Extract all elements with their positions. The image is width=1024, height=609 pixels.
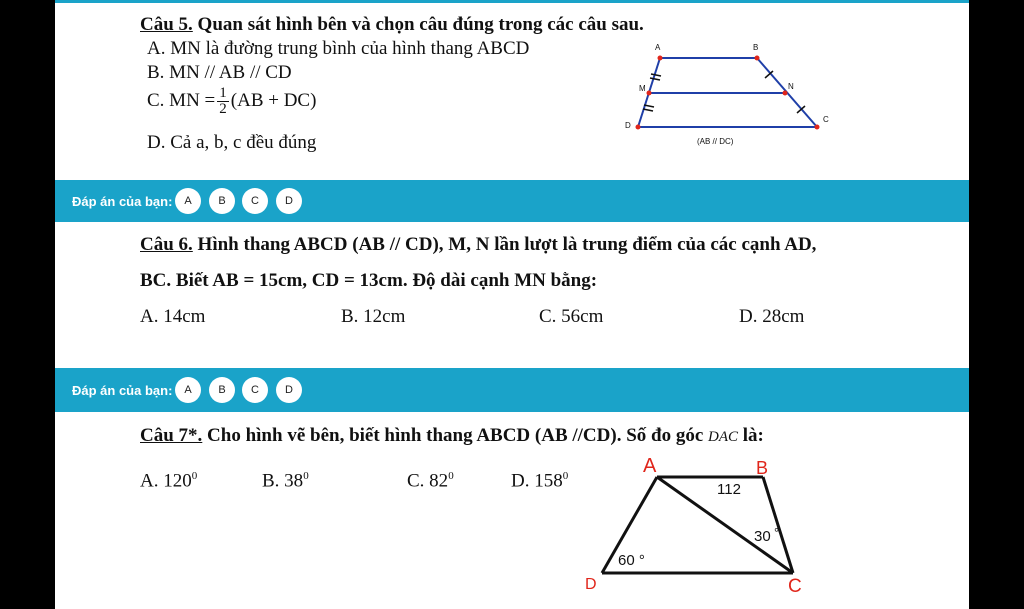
- q6-text-line1: Hình thang ABCD (AB // CD), M, N lần lượt là trung điểm của các cạnh AD,: [192, 234, 817, 255]
- q6-option-a: A. 14cm: [140, 306, 206, 327]
- worksheet-page: [55, 0, 969, 609]
- q7-fig-angle-30-degree: °: [774, 525, 780, 540]
- q7-fig-label-d: D: [585, 576, 597, 593]
- q5-option-c-prefix: C. MN =: [147, 89, 216, 111]
- answer-1-choice-a[interactable]: A: [175, 188, 201, 214]
- q7-option-c: [407, 470, 454, 492]
- q7-option-b-text: B. 38: [262, 470, 304, 492]
- top-accent-line: [55, 0, 969, 3]
- answer-2-choice-a[interactable]: A: [175, 377, 201, 403]
- q5-fig-caption: (AB // DC): [697, 137, 734, 146]
- q6-option-b: B. 12cm: [341, 306, 406, 327]
- q7-option-c-degree: 0: [448, 470, 454, 482]
- q5-option-c-suffix: (AB + DC): [230, 89, 317, 111]
- q5-fig-label-c: C: [823, 115, 829, 124]
- q7-text-before: Cho hình vẽ bên, biết hình thang ABCD (AB //CD). Số đo góc: [202, 425, 709, 446]
- q5-fig-label-a: A: [655, 43, 661, 52]
- q7-option-c-text: C. 82: [407, 470, 449, 492]
- q5-fig-label-n: N: [788, 82, 794, 91]
- q7-option-b-degree: 0: [303, 470, 309, 482]
- answer-1-choice-b[interactable]: B: [209, 188, 235, 214]
- q5-frac-num: 1: [219, 85, 227, 101]
- q7-option-a-text: A. 120: [140, 470, 192, 492]
- q5-option-b: B. MN // AB // CD: [147, 62, 292, 83]
- q5-fig-label-b: B: [753, 43, 759, 52]
- q6-option-c: C. 56cm: [539, 306, 604, 327]
- q5-title: [140, 14, 644, 36]
- q5-trapezoid-figure: [615, 38, 845, 156]
- q7-option-d-degree: 0: [562, 470, 569, 482]
- answer-1-choice-c[interactable]: C: [242, 188, 268, 214]
- q7-fig-label-c: C: [788, 576, 802, 597]
- q7-label: Câu 7*.: [140, 425, 203, 446]
- answer-2-choice-b[interactable]: B: [209, 377, 235, 403]
- answer-bar-2: [55, 368, 969, 412]
- q5-frac-den: 2: [219, 101, 227, 117]
- q5-fig-label-m: M: [639, 84, 646, 93]
- q7-text-after: là:: [738, 425, 764, 446]
- q5-fraction: [217, 86, 229, 117]
- q7-option-d-text: D. 158: [511, 470, 563, 492]
- q7-option-d: [511, 470, 568, 492]
- q7-fig-angle-30: 30: [754, 528, 771, 545]
- q7-title: [140, 425, 764, 447]
- answer-1-choice-d[interactable]: D: [276, 188, 302, 214]
- answer-bar-2-label: Đáp án của bạn:: [72, 383, 173, 398]
- answer-2-choice-d[interactable]: D: [276, 377, 302, 403]
- q7-option-a-degree: 0: [191, 470, 198, 482]
- answer-bar-1: [55, 180, 969, 222]
- answer-bar-1-label: Đáp án của bạn:: [72, 194, 173, 209]
- q7-fig-angle-60: 60 °: [618, 552, 645, 569]
- q5-label: Câu 5.: [140, 14, 193, 35]
- q6-option-d: D. 28cm: [739, 306, 805, 327]
- answer-2-choice-c[interactable]: C: [242, 377, 268, 403]
- q7-option-b: [262, 470, 309, 492]
- q6-line2: BC. Biết AB = 15cm, CD = 13cm. Độ dài cạnh MN bằng:: [140, 270, 598, 291]
- q5-option-a: A. MN là đường trung bình của hình thang ABCD: [147, 38, 530, 59]
- q5-text: Quan sát hình bên và chọn câu đúng trong các câu sau.: [192, 14, 644, 35]
- q5-fig-label-d: D: [625, 121, 631, 130]
- q7-fig-angle-112: 112: [717, 481, 741, 498]
- q7-angle: DAC: [708, 429, 739, 445]
- q5-option-d: D. Cả a, b, c đều đúng: [147, 132, 317, 153]
- q7-fig-label-a: A: [643, 455, 657, 477]
- q6-line1: [140, 234, 816, 256]
- q7-option-a: [140, 470, 197, 492]
- q5-option-c: [147, 86, 316, 117]
- q7-fig-label-b: B: [756, 458, 769, 478]
- q7-trapezoid-figure: [580, 452, 820, 604]
- q6-label: Câu 6.: [140, 234, 193, 255]
